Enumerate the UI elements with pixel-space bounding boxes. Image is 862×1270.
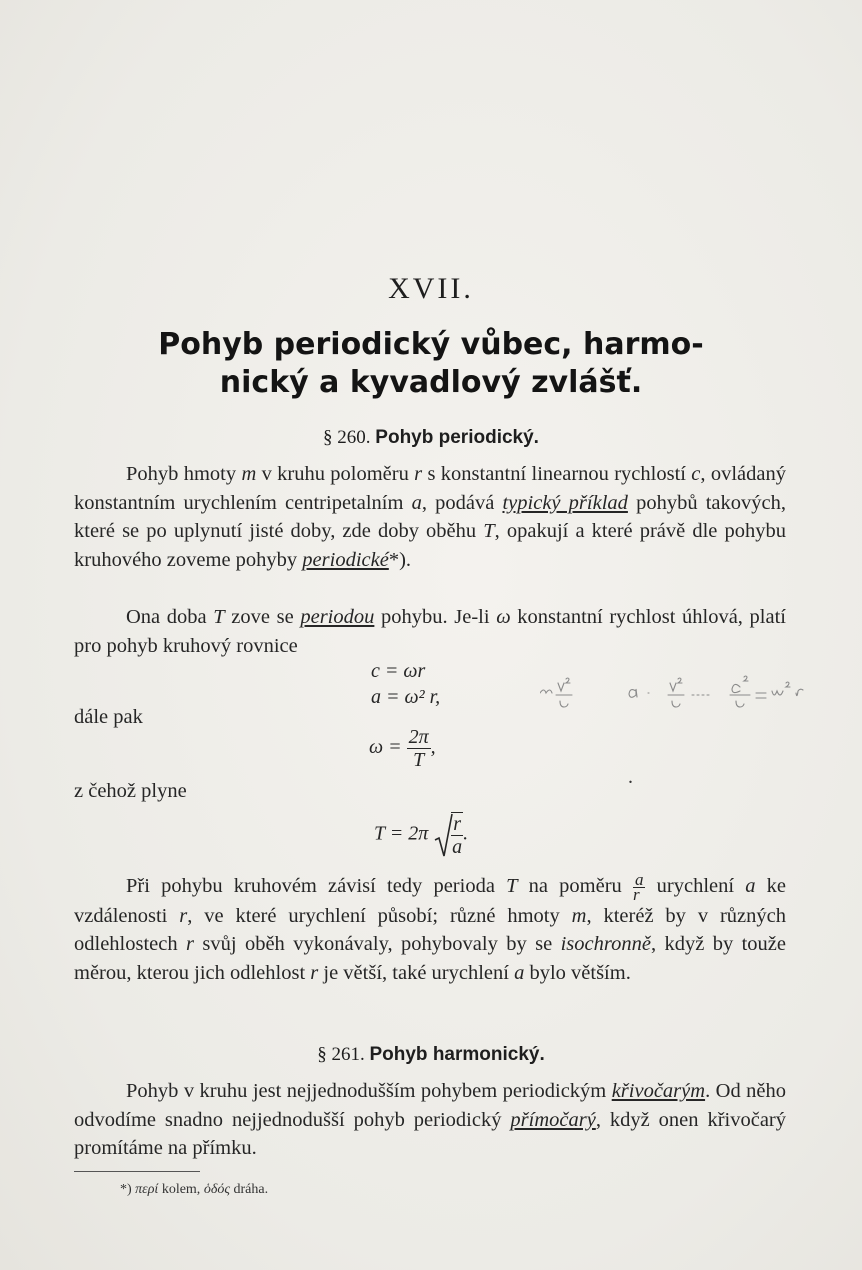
chapter-title-line-2: nický a kyvadlový zvlášť. [219, 365, 643, 400]
paragraph-2: Ona doba T zove se periodou pohybu. Je-li ω konstantní rychlost úhlová, platí pro pohyb kruhový rovnice [74, 606, 786, 657]
footnote-rule [74, 1171, 200, 1172]
stray-dot: . [628, 766, 633, 788]
equation-c: c = ωr [371, 660, 426, 682]
chapter-number: XVII. [388, 272, 474, 305]
radical-sign-icon [433, 812, 453, 858]
equation-period: T = 2π $\frac{r}{a}$ . [374, 813, 469, 858]
footnote: *) περί kolem, ὁδός dráha. [120, 1182, 269, 1197]
square-root [433, 812, 463, 858]
chapter-title-line-1: Pohyb periodický vůbec, harmo- [158, 327, 704, 362]
paragraph-4: Pohyb v kruhu jest nejjednodušším pohybem periodickým křivočarým. Od něho odvodíme snadno nejjednodušší pohyb periodický přímočarý, když onen křivočarý promítáme na přímku. [74, 1080, 786, 1160]
paragraph-3: Při pohybu kruhovém závisí tedy perioda T na poměru $\frac{a}{r}$ urychlení a ke vzdálenosti r, ve které urychlení působí; různé hmoty m, kteréž by v různých odlehlostech r svůj oběh vykonávaly, pohybovaly by se isochronně, když by touže měrou, kterou jich odlehlost r je větší, také urychlení a bylo větším. [74, 869, 786, 984]
section-260-title: Pohyb periodický. [375, 427, 539, 448]
fraction-r-over-a: $\frac{r}{a}$ [452, 813, 463, 858]
section-261-heading [0, 1044, 862, 1066]
pencil-marginalia-icon [540, 663, 850, 723]
section-261-title: Pohyb harmonický. [369, 1044, 545, 1065]
equation-omega: ω = $\frac{2\pi}{T}$ , [369, 726, 436, 771]
fraction-a-over-r: $\frac{a}{r}$ [632, 869, 644, 904]
fraction-2pi-over-T: $\frac{2\pi}{T}$ [408, 726, 429, 771]
equation-a: a = ω² r, [371, 686, 441, 708]
section-260-number: § 260. [323, 427, 371, 448]
paragraph-1: Pohyb hmoty m v kruhu poloměru r s konstantní linearnou rychlostí c, ovládaný konstantním urychlením centripetalním a, podává typický příklad pohybů takových, které se po uplynutí jisté doby, zde doby oběhu T, opakují a které právě dle pohybu kruhového zoveme pohyby periodické*). [74, 463, 786, 571]
section-261-number: § 261. [317, 1044, 365, 1065]
section-260-heading [0, 427, 862, 449]
dale-pak-text: dále pak [74, 706, 143, 728]
chapter-title [0, 326, 862, 402]
z-cehoz-plyne-text: z čehož plyne [74, 780, 187, 802]
